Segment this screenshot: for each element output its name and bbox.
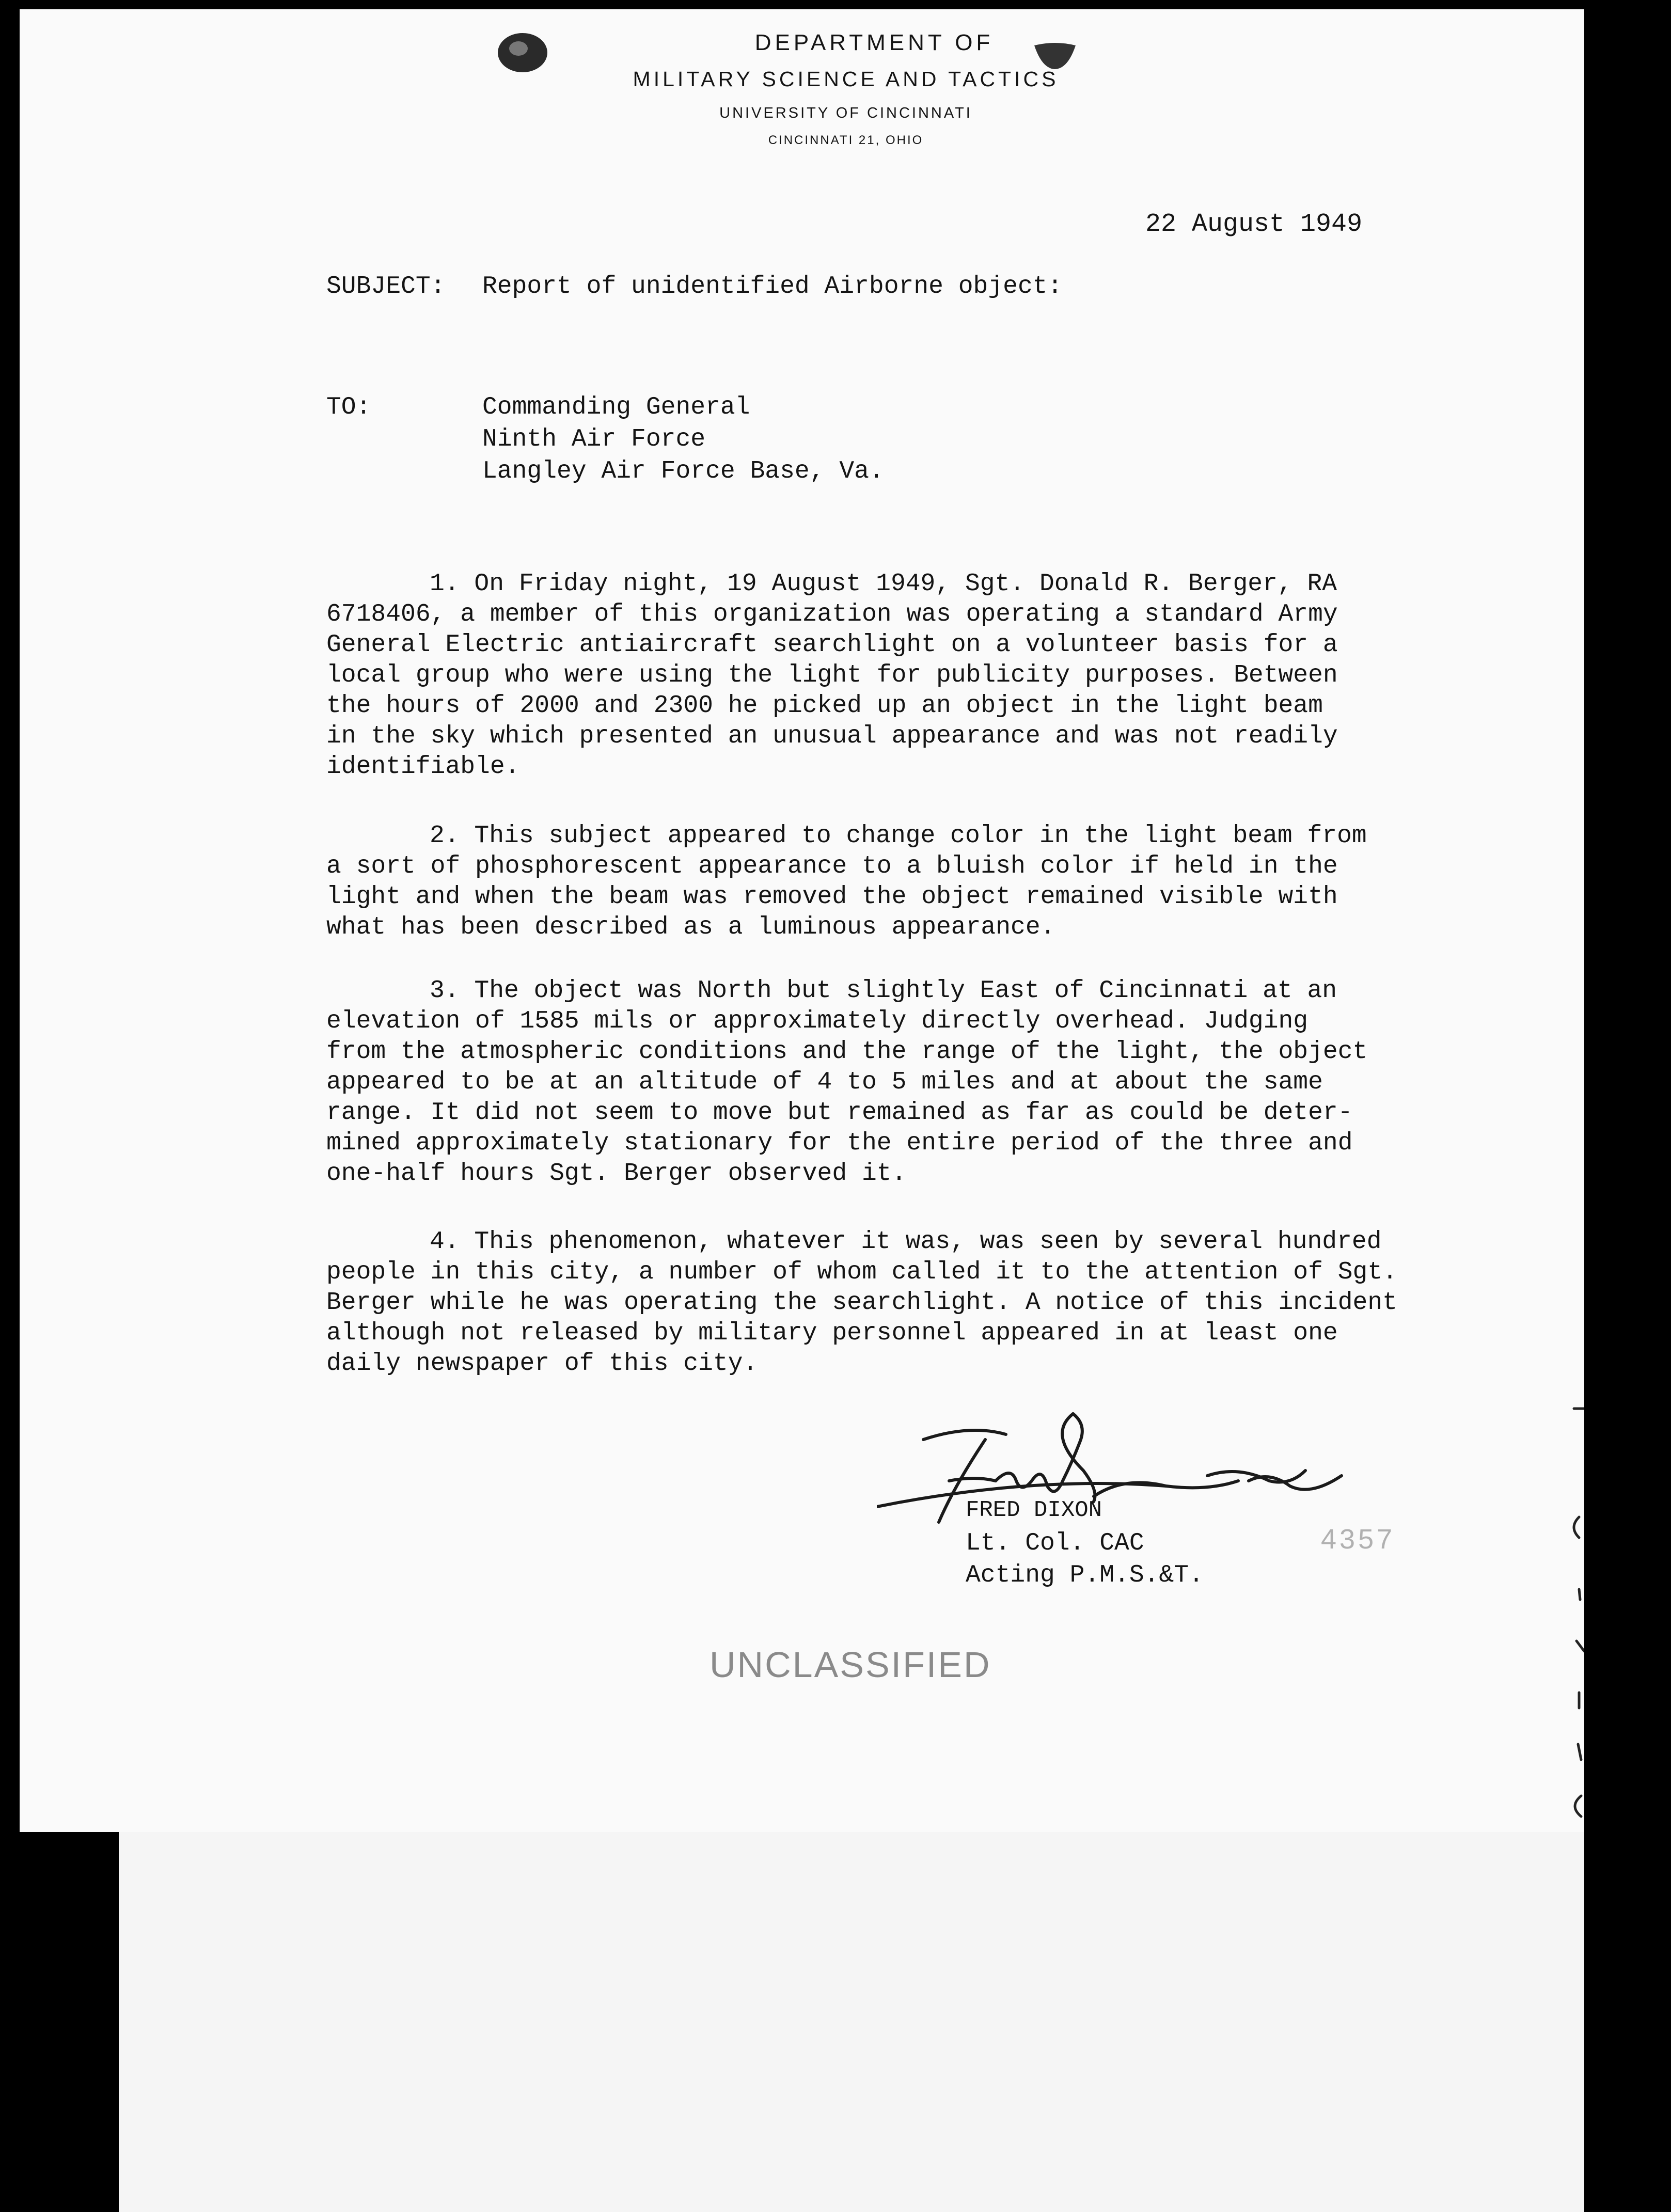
letterhead-university: UNIVERSITY OF CINCINNATI [719, 105, 972, 121]
paragraph-line: Berger while he was operating the searchlight. A notice of this incident [326, 1289, 1397, 1317]
letterhead-department: DEPARTMENT OF [754, 30, 994, 55]
paragraph-3 [326, 976, 1504, 1189]
classification-stamp: UNCLASSIFIED [710, 1645, 991, 1685]
letterhead-division: MILITARY SCIENCE AND TACTICS [633, 67, 1059, 91]
handwritten-signature [877, 1403, 1367, 1532]
letter-date: 22 August 1949 [1145, 210, 1363, 239]
paragraph-line: 1. On Friday night, 19 August 1949, Sgt. Donald R. Berger, RA [430, 570, 1337, 598]
paragraph-line: daily newspaper of this city. [326, 1350, 758, 1378]
paragraph-line: light and when the beam was removed the object remained visible with [326, 883, 1338, 911]
lower-background-sheet [119, 1832, 1584, 2212]
paragraph-line: although not released by military personnel appeared in at least one [326, 1319, 1338, 1347]
paragraph-line: 3. The object was North but slightly East of Cincinnati at an [430, 977, 1337, 1005]
letterhead [20, 30, 1584, 148]
paragraph-line: appeared to be at an altitude of 4 to 5 miles and at about the same [326, 1068, 1323, 1096]
paragraph-line: mined approximately stationary for the entire period of the three and [326, 1129, 1353, 1157]
paragraph-2 [326, 821, 1504, 943]
paragraph-line: 2. This subject appeared to change color in the light beam from [430, 822, 1367, 850]
paragraph-line: 4. This phenomenon, whatever it was, was seen by several hundred [430, 1228, 1382, 1256]
paragraph-line: range. It did not seem to move but remained as far as could be deter- [326, 1099, 1353, 1127]
stamp-number: 4357 [1321, 1524, 1396, 1555]
paragraph-line: 6718406, a member of this organization was operating a standard Army [326, 601, 1338, 628]
to-label: TO: [326, 393, 371, 421]
signer-rank: Lt. Col. CAC [966, 1529, 1144, 1557]
paragraph-line: in the sky which presented an unusual appearance and was not readily [326, 722, 1338, 750]
paragraph-1 [326, 569, 1504, 782]
subject-text: Report of unidentified Airborne object: [482, 273, 1063, 301]
letterhead-address: CINCINNATI 21, OHIO [768, 133, 924, 147]
paragraph-line: elevation of 1585 mils or approximately directly overhead. Judging [326, 1007, 1309, 1035]
paragraph-4 [326, 1227, 1504, 1379]
paragraph-line: a sort of phosphorescent appearance to a bluish color if held in the [326, 852, 1338, 880]
paragraph-line: General Electric antiaircraft searchlight on a volunteer basis for a [326, 631, 1338, 659]
paragraph-line: what has been described as a luminous appearance. [326, 913, 1055, 941]
subject-label: SUBJECT: [326, 273, 446, 301]
document-page [20, 9, 1584, 1832]
signer-title: Acting P.M.S.&T. [966, 1561, 1204, 1589]
margin-marks [1564, 1403, 1584, 1827]
addressee-line: Langley Air Force Base, Va. [482, 457, 884, 485]
paragraph-line: identifiable. [326, 753, 520, 781]
paragraph-line: local group who were using the light for publicity purposes. Between [326, 661, 1338, 689]
signer-name: FRED DIXON [966, 1497, 1102, 1523]
paragraph-line: people in this city, a number of whom called it to the attention of Sgt. [326, 1258, 1397, 1286]
paragraph-line: the hours of 2000 and 2300 he picked up an object in the light beam [326, 692, 1323, 720]
addressee-line: Ninth Air Force [482, 425, 706, 453]
addressee-line: Commanding General [482, 393, 750, 421]
paragraph-line: one-half hours Sgt. Berger observed it. [326, 1160, 907, 1188]
paragraph-line: from the atmospheric conditions and the range of the light, the object [326, 1038, 1368, 1066]
